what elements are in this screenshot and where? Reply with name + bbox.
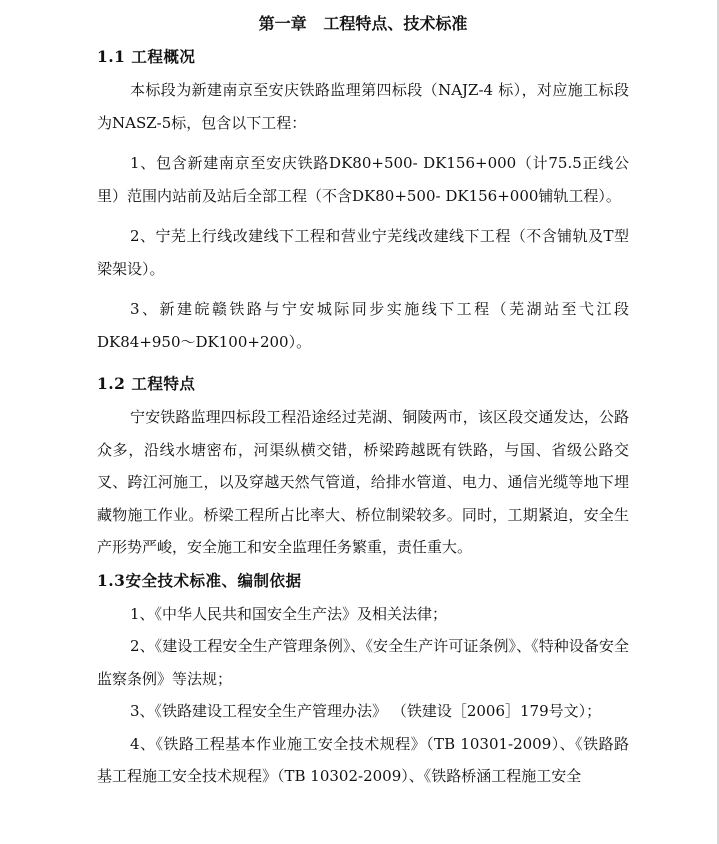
section-heading-features: 1.2 工程特点 — [97, 374, 196, 393]
standards-item-1: 1、《中华人民共和国安全生产法》及相关法律； — [130, 604, 448, 623]
document-body — [97, 8, 629, 793]
overview-intro: 本标段为新建南京至安庆铁路监理第四标段（NAJZ-4 标），对应施工标段为NASZ-5标，包含以下工程： — [97, 81, 629, 132]
overview-item-3: 3、新建皖赣铁路与宁安城际同步实施线下工程（芜湖站至弋江段DK84+950～DK100+200）。 — [97, 300, 629, 351]
standards-item-3: 3、《铁路建设工程安全生产管理办法》 （铁建设［2006］179号文）； — [130, 702, 602, 720]
section-heading-overview: 1.1 工程概况 — [97, 47, 196, 66]
section-heading-standards: 1.3安全技术标准、编制依据 — [97, 570, 302, 590]
chapter-title: 第一章 工程特点、技术标准 — [258, 14, 468, 33]
overview-item-1: 1、包含新建南京至安庆铁路DK80+500- DK156+000（计75.5正线公里）范围内站前及站后全部工程（不含DK80+500- DK156+000铺轨工程）。 — [97, 154, 629, 205]
features-body: 宁安铁路监理四标段工程沿途经过芜湖、铜陵两市，该区段交通发达，公路众多，沿线水塘密布，河渠纵横交错，桥梁跨越既有铁路，与国、省级公路交叉、跨江河施工，以及穿越天然气管道，给排水管道、电力、通信光缆等地下埋藏物施工作业。桥梁工程所占比率大、桥位制梁较多。同时，工期紧迫，安全生产形势严峻，安全施工和安全监理任务繁重，责任重大。 — [97, 408, 629, 556]
overview-item-2: 2、宁芜上行线改建线下工程和营业宁芜线改建线下工程（不含铺轨及T型梁架设）。 — [97, 227, 629, 278]
standards-item-4: 4、《铁路工程基本作业施工安全技术规程》（TB 10301-2009）、《铁路路基工程施工安全技术规程》（TB 10302-2009）、《铁路桥涵工程施工安全 — [97, 734, 629, 785]
standards-item-2: 2、《建设工程安全生产管理条例》、《安全生产许可证条例》、《特种设备安全监察条例》等法规； — [97, 637, 629, 688]
